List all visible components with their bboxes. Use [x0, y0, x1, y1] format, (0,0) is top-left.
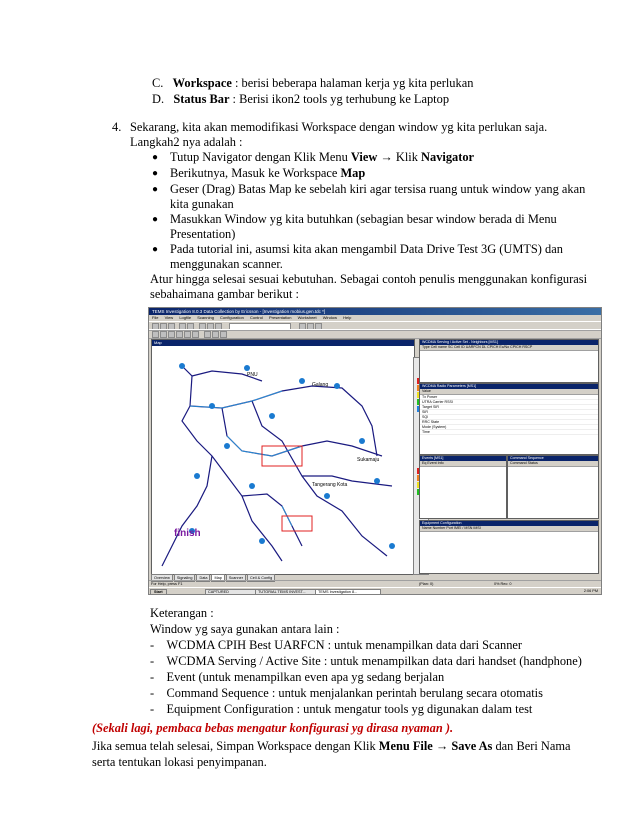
term-workspace: Workspace: [172, 76, 232, 90]
tab-data[interactable]: Data: [196, 574, 210, 582]
start-button[interactable]: Start: [150, 589, 167, 595]
map-place-label: PNU: [247, 372, 258, 378]
bullet-4-line-1: Masukkan Window yg kita butuhkan (sebagian besar window berada di Menu: [170, 212, 557, 226]
menu-control[interactable]: Control: [249, 315, 263, 320]
map-window-title: Map: [152, 340, 414, 346]
tab-overview[interactable]: Overview: [151, 574, 173, 582]
toolbar-button[interactable]: [220, 331, 227, 338]
bullet-4-line-2: Presentation): [170, 227, 236, 241]
tab-scanner[interactable]: Scanner: [226, 574, 246, 582]
highlight-box: [282, 516, 312, 531]
map-place-label: Sukamaju: [357, 457, 380, 463]
bullet-5-line-1: Pada tutorial ini, asumsi kita akan mengambil Data Drive Test 3G (UMTS) dan: [170, 242, 563, 256]
keterangan-item: - Event (untuk menampilkan even apa yg sedang berjalan: [150, 670, 445, 684]
map-canvas[interactable]: [152, 346, 414, 574]
bullet-5-line-2: menggunakan scanner.: [170, 257, 283, 271]
tab-map[interactable]: Map: [211, 574, 224, 582]
menu-presentation[interactable]: Presentation: [269, 315, 292, 320]
os-taskbar: [149, 587, 601, 595]
bullet-3-line-2: kita gunakan: [170, 197, 234, 211]
bullet-icon: ●: [152, 168, 159, 179]
closing-line-1: Jika semua telah selesai, Simpan Workspace dengan Klik Menu File → Save As dan Beri Nama: [92, 739, 571, 753]
menu-window[interactable]: Window: [322, 315, 337, 320]
keterangan-item: - Command Sequence : untuk menjalankan perintah berulang secara otomatis: [150, 686, 543, 700]
tab-signaling[interactable]: Signaling: [174, 574, 196, 582]
map-finish-label: finish: [174, 528, 201, 539]
menu-logfile[interactable]: Logfile: [179, 315, 192, 320]
step-line-1: Sekarang, kita akan memodifikasi Workspace dengan window yg kita perlukan saja.: [130, 120, 548, 134]
map-place-label: Tangerang Kota: [312, 482, 348, 488]
keterangan-item: - WCDMA CPIH Best UARFCN : untuk menampilkan data dari Scanner: [150, 638, 523, 652]
clock: 2:06 PM: [583, 589, 598, 593]
bullet-3-line-1: Geser (Drag) Batas Map ke sebelah kiri agar tersisa ruang untuk window yang akan: [170, 182, 586, 196]
bullet-icon: ●: [152, 214, 159, 225]
toolbar-button[interactable]: [192, 331, 199, 338]
wcdma-serving-window[interactable]: WCDMA Serving / Active Set - Neighbors [MS1] Type Cell name SC Cell ID UARFCN DL CPICH Ec/No CPICH RSCP: [419, 339, 599, 383]
term-status-bar: Status Bar: [173, 92, 230, 106]
keterangan-item: - Equipment Configuration : untuk mengatur tools yg digunakan dalam test: [150, 702, 533, 716]
closing-line-2: serta tentukan lokasi penyimpanan.: [92, 755, 267, 769]
menu-worksheet[interactable]: Worksheet: [297, 315, 317, 320]
events-window[interactable]: Events [MS1] Eq Event Info: [419, 455, 507, 519]
highlight-box: [262, 446, 302, 466]
status-bar: For Help, press F1 (Plan: 0) 0% Rec: 0: [149, 580, 601, 586]
paragraph-line-2: sebahaimana gambar berikut :: [150, 287, 299, 301]
toolbar-button[interactable]: [176, 331, 183, 338]
keterangan-title: Keterangan :: [150, 606, 214, 620]
equipment-config-window[interactable]: Equipment Configuration Name Number Port IMEI / MSN IMSI: [419, 520, 599, 574]
paragraph-line-1: Atur hingga selesai sesuai kebutuhan. Sebagai contoh penulis menggunakan konfigurasi: [150, 272, 588, 286]
menu-file[interactable]: File: [152, 315, 159, 320]
menu-help[interactable]: Help: [343, 315, 352, 320]
toolbar-button[interactable]: [212, 331, 219, 338]
taskbar-item[interactable]: TUTORIAL TEMS INVEST...: [255, 589, 317, 595]
menu-scanning[interactable]: Scanning: [197, 315, 214, 320]
step-number: 4.: [112, 120, 122, 134]
toolbar-button[interactable]: [160, 331, 167, 338]
red-note: (Sekali lagi, pembaca bebas mengatur konfigurasi yg dirasa nyaman ).: [92, 721, 454, 735]
toolbar-button[interactable]: [184, 331, 191, 338]
menu-configuration[interactable]: Configuration: [220, 315, 244, 320]
toolbar-button[interactable]: [168, 331, 175, 338]
tab-cell-config[interactable]: Cell & Config: [247, 574, 275, 582]
bullet-icon: ●: [152, 244, 159, 255]
toolbar-2: [149, 329, 601, 339]
taskbar-item[interactable]: TEMS Investigation 8...: [315, 589, 381, 595]
taskbar-item[interactable]: CAPTURED: [205, 589, 257, 595]
list-item-d: D. Status Bar : Berisi ikon2 tools yg terhubung ke Laptop: [152, 92, 450, 106]
keterangan-intro: Window yg saya gunakan antara lain :: [150, 622, 340, 636]
map-place-label: Galang: [312, 382, 329, 388]
bullet-2: Berikutnya, Masuk ke Workspace Map: [170, 166, 366, 180]
keterangan-item: - WCDMA Serving / Active Site : untuk menampilkan data dari handset (handphone): [150, 654, 582, 668]
list-item-c: C. Workspace : berisi beberapa halaman kerja yg kita perlukan: [152, 76, 474, 90]
toolbar-button[interactable]: [204, 331, 211, 338]
step-line-2: Langkah2 nya adalah :: [130, 135, 243, 149]
wcdma-radio-window[interactable]: WCDMA Radio Parameters [MS1] Value Tx Power UTRA Carrier RSSI Target SIR SIR SQI RRC State Mode (System) Time: [419, 383, 599, 455]
bullet-1: Tutup Navigator dengan Klik Menu View → Klik Navigator: [170, 150, 475, 164]
bullet-icon: ●: [152, 152, 159, 163]
app-title-bar: TEMS Investigation 8.0.3 Data Collection by Ericsson - [Investigation mobius.gen.tdc *]: [149, 308, 601, 315]
tems-screenshot: [148, 307, 602, 595]
command-sequence-window[interactable]: Command Sequence Command Status: [507, 455, 599, 519]
toolbar-button[interactable]: [152, 331, 159, 338]
map-window[interactable]: [151, 339, 415, 575]
menu-view[interactable]: View: [164, 315, 174, 320]
bullet-icon: ●: [152, 184, 159, 195]
